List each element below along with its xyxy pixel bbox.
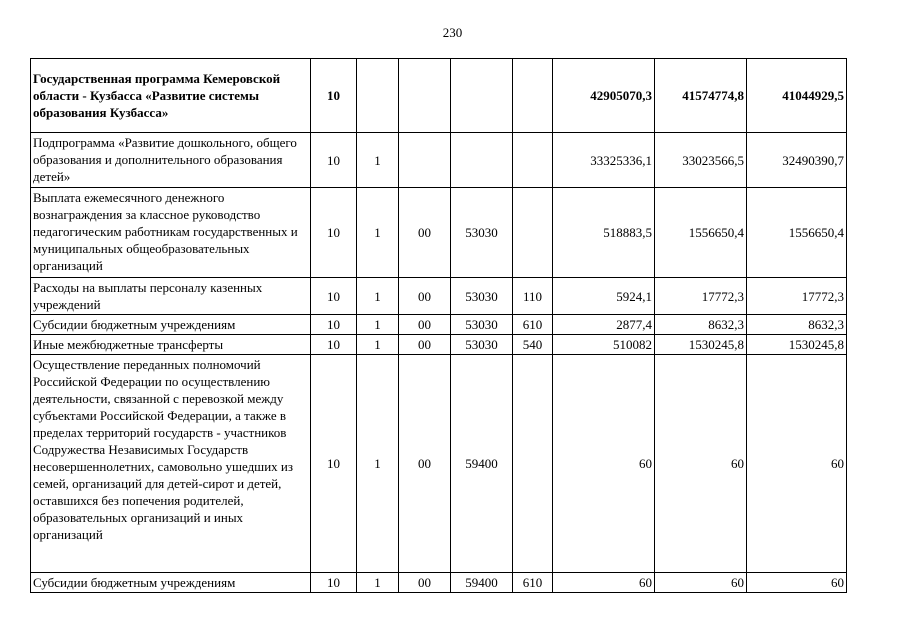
cell-program-code: 10 bbox=[311, 335, 357, 355]
cell-subprogram-code: 1 bbox=[357, 315, 399, 335]
cell-amount-year-2: 41574774,8 bbox=[655, 59, 747, 133]
cell-name: Выплата ежемесячного денежного вознаграждения за классное руководство педагогическим работникам государственных и муниципальных общеобразовательных организаций bbox=[31, 188, 311, 278]
cell-measure-code bbox=[399, 59, 451, 133]
cell-name: Государственная программа Кемеровской области - Кузбасса «Развитие системы образования Кузбасса» bbox=[31, 59, 311, 133]
cell-measure-code: 00 bbox=[399, 278, 451, 315]
cell-amount-year-1: 5924,1 bbox=[553, 278, 655, 315]
cell-name: Расходы на выплаты персоналу казенных учреждений bbox=[31, 278, 311, 315]
cell-expense-type-code bbox=[513, 133, 553, 188]
cell-amount-year-1: 60 bbox=[553, 573, 655, 593]
cell-program-code: 10 bbox=[311, 59, 357, 133]
cell-amount-year-3: 1530245,8 bbox=[747, 335, 847, 355]
cell-name: Субсидии бюджетным учреждениям bbox=[31, 573, 311, 593]
table-row bbox=[31, 59, 847, 133]
cell-amount-year-3: 1556650,4 bbox=[747, 188, 847, 278]
cell-amount-year-3: 17772,3 bbox=[747, 278, 847, 315]
cell-expense-type-code bbox=[513, 355, 553, 573]
cell-expense-type-code bbox=[513, 59, 553, 133]
cell-amount-year-1: 2877,4 bbox=[553, 315, 655, 335]
cell-expense-type-code: 540 bbox=[513, 335, 553, 355]
cell-name: Подпрограмма «Развитие дошкольного, общего образования и дополнительного образования детей» bbox=[31, 133, 311, 188]
cell-expense-type-code: 110 bbox=[513, 278, 553, 315]
cell-program-code: 10 bbox=[311, 573, 357, 593]
cell-program-code: 10 bbox=[311, 188, 357, 278]
cell-subprogram-code: 1 bbox=[357, 278, 399, 315]
cell-subprogram-code: 1 bbox=[357, 573, 399, 593]
cell-amount-year-2: 60 bbox=[655, 355, 747, 573]
cell-amount-year-2: 8632,3 bbox=[655, 315, 747, 335]
table-row bbox=[31, 133, 847, 188]
cell-expense-type-code: 610 bbox=[513, 315, 553, 335]
cell-amount-year-1: 42905070,3 bbox=[553, 59, 655, 133]
cell-direction-code: 59400 bbox=[451, 573, 513, 593]
cell-direction-code bbox=[451, 133, 513, 188]
table-row bbox=[31, 188, 847, 278]
table-row bbox=[31, 278, 847, 315]
cell-amount-year-1: 33325336,1 bbox=[553, 133, 655, 188]
cell-direction-code: 59400 bbox=[451, 355, 513, 573]
cell-amount-year-2: 33023566,5 bbox=[655, 133, 747, 188]
cell-program-code: 10 bbox=[311, 278, 357, 315]
cell-measure-code: 00 bbox=[399, 573, 451, 593]
cell-direction-code bbox=[451, 59, 513, 133]
cell-subprogram-code: 1 bbox=[357, 355, 399, 573]
cell-name: Иные межбюджетные трансферты bbox=[31, 335, 311, 355]
table-row bbox=[31, 335, 847, 355]
cell-subprogram-code: 1 bbox=[357, 133, 399, 188]
cell-program-code: 10 bbox=[311, 133, 357, 188]
cell-subprogram-code bbox=[357, 59, 399, 133]
cell-expense-type-code bbox=[513, 188, 553, 278]
cell-amount-year-1: 510082 bbox=[553, 335, 655, 355]
cell-direction-code: 53030 bbox=[451, 188, 513, 278]
cell-expense-type-code: 610 bbox=[513, 573, 553, 593]
cell-direction-code: 53030 bbox=[451, 315, 513, 335]
cell-measure-code: 00 bbox=[399, 335, 451, 355]
cell-measure-code: 00 bbox=[399, 188, 451, 278]
cell-direction-code: 53030 bbox=[451, 278, 513, 315]
cell-amount-year-3: 32490390,7 bbox=[747, 133, 847, 188]
cell-program-code: 10 bbox=[311, 355, 357, 573]
cell-amount-year-3: 8632,3 bbox=[747, 315, 847, 335]
cell-measure-code bbox=[399, 133, 451, 188]
page-number: 230 bbox=[442, 25, 463, 40]
cell-amount-year-2: 17772,3 bbox=[655, 278, 747, 315]
cell-amount-year-3: 60 bbox=[747, 355, 847, 573]
cell-direction-code: 53030 bbox=[451, 335, 513, 355]
cell-amount-year-3: 41044929,5 bbox=[747, 59, 847, 133]
table-row bbox=[31, 573, 847, 593]
cell-measure-code: 00 bbox=[399, 315, 451, 335]
table-row bbox=[31, 315, 847, 335]
cell-subprogram-code: 1 bbox=[357, 188, 399, 278]
cell-measure-code: 00 bbox=[399, 355, 451, 573]
cell-name: Осуществление переданных полномочий Российской Федерации по осуществлению деятельности, связанной с перевозкой между субъектами Российской Федерации, а также в пределах территорий государств - участников Содружества Независимых Государств несовершеннолетних, самовольно ушедших из семей, организаций для детей-сирот и детей, оставшихся без попечения родителей, образовательных организаций и иных организаций bbox=[31, 355, 311, 573]
cell-amount-year-3: 60 bbox=[747, 573, 847, 593]
cell-amount-year-2: 1530245,8 bbox=[655, 335, 747, 355]
cell-program-code: 10 bbox=[311, 315, 357, 335]
cell-name: Субсидии бюджетным учреждениям bbox=[31, 315, 311, 335]
cell-amount-year-2: 1556650,4 bbox=[655, 188, 747, 278]
cell-amount-year-1: 518883,5 bbox=[553, 188, 655, 278]
cell-amount-year-1: 60 bbox=[553, 355, 655, 573]
table-row bbox=[31, 355, 847, 573]
cell-amount-year-2: 60 bbox=[655, 573, 747, 593]
budget-table bbox=[30, 58, 847, 593]
cell-subprogram-code: 1 bbox=[357, 335, 399, 355]
